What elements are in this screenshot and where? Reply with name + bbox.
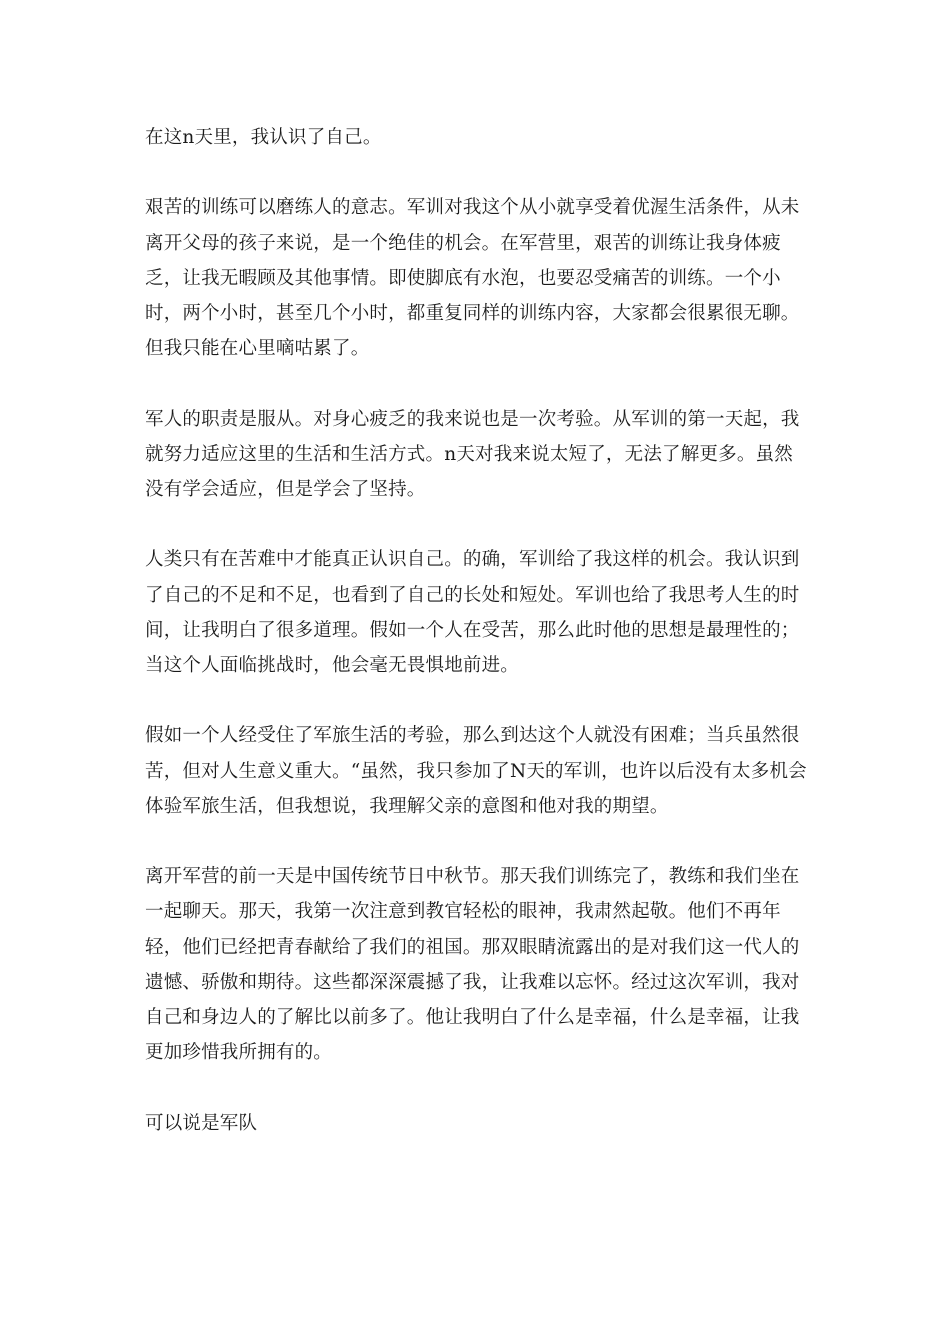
paragraph-6: 离开军营的前一天是中国传统节日中秋节。那天我们训练完了，教练和我们坐在一起聊天。那天，我第一次注意到教官轻松的眼神，我肃然起敬。他们不再年轻，他们已经把青春献给了我们的祖国。那双眼睛流露出的是对我们这一代人的遗憾、骄傲和期待。这些都深深震撼了我，让我难以忘怀。经过这次军训，我对自己和身边人的了解比以前多了。他让我明白了什么是幸福，什么是幸福，让我更加珍惜我所拥有的。 — [145, 866, 800, 1064]
paragraph-3: 军人的职责是服从。对身心疲乏的我来说也是一次考验。从军训的第一天起，我就努力适应这里的生活和生活方式。n天对我来说太短了，无法了解更多。虽然没有学会适应，但是学会了坚持。 — [145, 408, 800, 500]
document-body — [145, 120, 810, 1141]
paragraph-2: 艰苦的训练可以磨练人的意志。军训对我这个从小就享受着优渥生活条件，从未离开父母的孩子来说，是一个绝佳的机会。在军营里，艰苦的训练让我身体疲乏，让我无暇顾及其他事情。即使脚底有水泡，也要忍受痛苦的训练。一个小时，两个小时，甚至几个小时，都重复同样的训练内容，大家都会很累很无聊。但我只能在心里嘀咕累了。 — [145, 197, 800, 360]
paragraph-5: 假如一个人经受住了军旅生活的考验，那么到达这个人就没有困难；当兵虽然很苦，但对人生意义重大。“虽然，我只参加了N天的军训，也许以后没有太多机会体验军旅生活，但我想说，我理解父亲的意图和他对我的期望。 — [145, 725, 807, 817]
paragraph-7: 可以说是军队 — [145, 1112, 258, 1134]
paragraph-1: 在这n天里，我认识了自己。 — [145, 127, 382, 148]
paragraph-4: 人类只有在苦难中才能真正认识自己。的确，军训给了我这样的机会。我认识到了自己的不足和不足，也看到了自己的长处和短处。军训也给了我思考人生的时间，让我明白了很多道理。假如一个人在受苦，那么此时他的思想是最理性的；当这个人面临挑战时，他会毫无畏惧地前进。 — [145, 549, 800, 676]
